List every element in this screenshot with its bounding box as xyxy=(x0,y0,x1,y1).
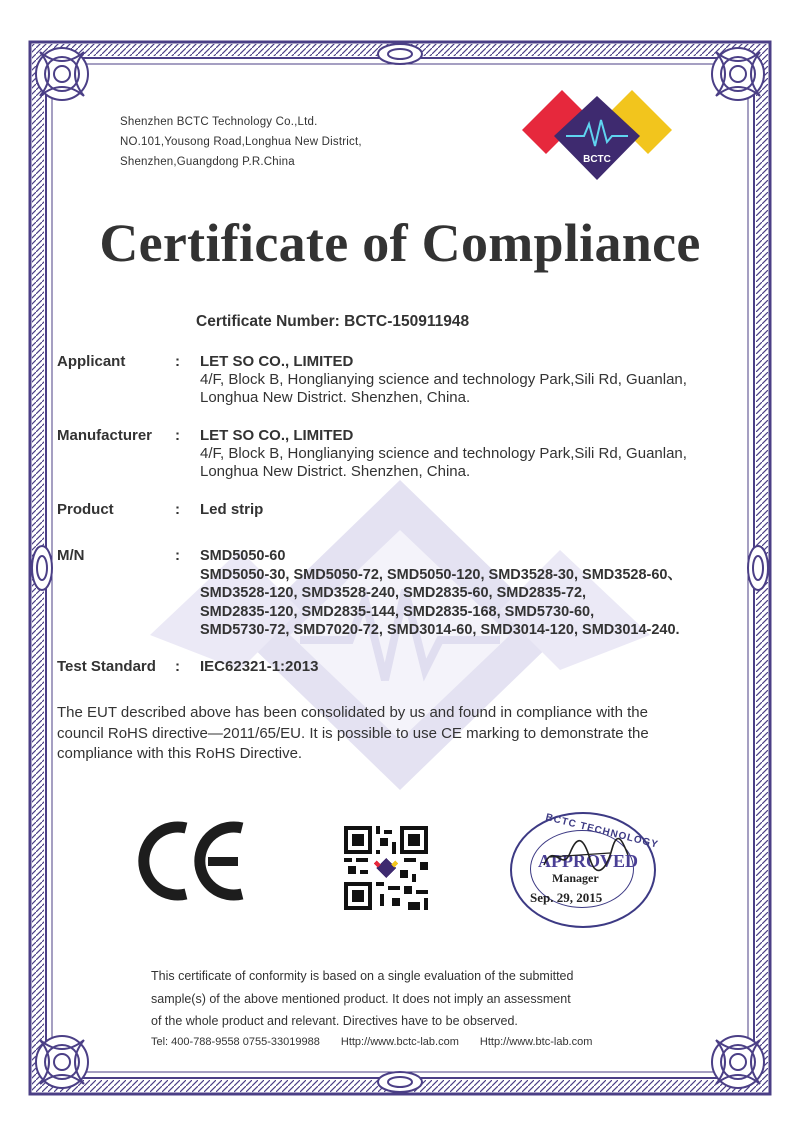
mn-line: SMD5730-72, SMD7020-72, SMD3014-60, SMD3014-120, SMD3014-240. xyxy=(200,622,680,638)
manufacturer-address-line: Longhua New District. Shenzhen, China. xyxy=(200,463,471,480)
certificate-number: Certificate Number: BCTC-150911948 xyxy=(196,313,470,330)
corner-ornament-top-left xyxy=(36,48,88,100)
compliance-statement xyxy=(57,703,747,765)
issuer-line: NO.101,Yousong Road,Longhua New District, xyxy=(120,136,362,148)
ce-mark-icon xyxy=(138,820,250,902)
test-standard-value: IEC62321-1:2013 xyxy=(200,658,319,675)
applicant-address-line: 4/F, Block B, Honglianying science and technology Park,Sili Rd, Guanlan, xyxy=(200,371,687,388)
mn-line: SMD5050-60 xyxy=(200,548,286,564)
manufacturer-label: Manufacturer xyxy=(57,427,153,444)
colon: : xyxy=(175,501,180,518)
disclaimer-line: This certificate of conformity is based on a single evaluation of the submitted xyxy=(151,969,574,983)
qr-code-icon xyxy=(344,826,428,910)
disclaimer-line: sample(s) of the above mentioned product. It does not imply an assessment xyxy=(151,991,571,1006)
manufacturer-address-line: 4/F, Block B, Honglianying science and technology Park,Sili Rd, Guanlan, xyxy=(200,445,687,462)
page-title: Certificate of Compliance xyxy=(99,213,701,273)
issuer-line: Shenzhen,Guangdong P.R.China xyxy=(120,156,295,168)
manufacturer-name: LET SO CO., LIMITED xyxy=(200,427,354,444)
colon: : xyxy=(175,547,180,564)
disclaimer-line: of the whole product and relevant. Directives have to be observed. xyxy=(151,1014,518,1028)
applicant-address-line: Longhua New District. Shenzhen, China. xyxy=(200,389,471,406)
stamp-date: Sep. 29, 2015 xyxy=(530,890,603,905)
statement-line: The EUT described above has been consolidated by us and found in compliance with the xyxy=(57,704,648,721)
mn-line: SMD2835-120, SMD2835-144, SMD2835-168, SMD5730-60, xyxy=(200,603,595,620)
product-label: Product xyxy=(57,501,114,518)
product-value: Led strip xyxy=(200,501,264,518)
statement-line: compliance with this RoHS Directive. xyxy=(57,745,303,762)
contact-info xyxy=(151,1036,610,1048)
mn-line: SMD5050-30, SMD5050-72, SMD5050-120, SMD3528-30, SMD3528-60、 xyxy=(200,566,682,583)
statement-line: council RoHS directive—2011/65/EU. It is possible to use CE marking to demonstrate the xyxy=(57,724,649,742)
applicant-label: Applicant xyxy=(57,353,126,370)
colon: : xyxy=(175,658,180,675)
test-standard-label: Test Standard xyxy=(57,658,156,675)
applicant-name: LET SO CO., LIMITED xyxy=(200,353,354,370)
logo-text: BCTC xyxy=(583,154,611,165)
signature xyxy=(540,835,630,875)
issuer-address xyxy=(120,112,362,172)
stamp-approved-text: APPROVED xyxy=(538,851,638,871)
colon: : xyxy=(175,353,180,370)
stamp-manager-text: Manager xyxy=(552,871,599,885)
colon: : xyxy=(175,427,180,444)
bctc-logo xyxy=(522,90,672,182)
issuer-line: Shenzhen BCTC Technology Co.,Ltd. xyxy=(120,116,318,128)
contact-website[interactable]: Http://www.bctc-lab.com xyxy=(340,1036,459,1048)
stamp-ring-text: BCTC TECHNOLOGY xyxy=(544,812,660,851)
disclaimer xyxy=(151,965,651,1033)
mn-label: M/N xyxy=(57,547,85,564)
contact-website[interactable]: Http://www.btc-lab.com xyxy=(479,1036,593,1048)
contact-phone: Tel: 400-788-9558 0755-33019988 xyxy=(151,1036,320,1048)
mn-line: SMD3528-120, SMD3528-240, SMD2835-60, SMD2835-72, xyxy=(200,585,587,601)
